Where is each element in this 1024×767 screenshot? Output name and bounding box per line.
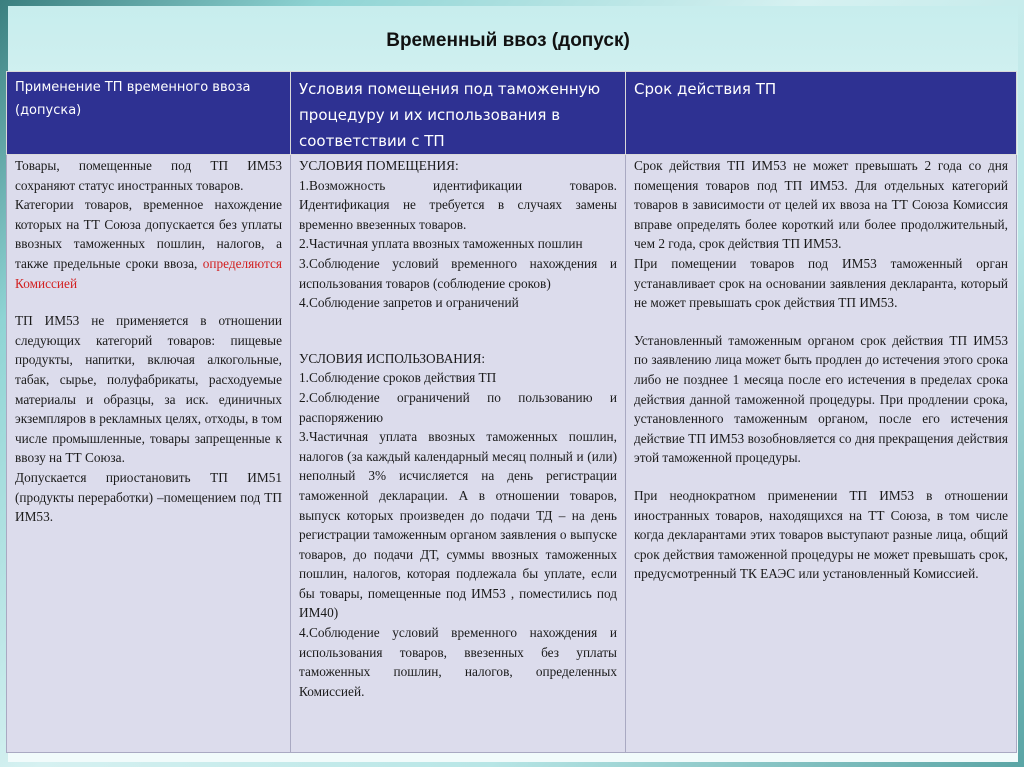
term-text: Срок действия ТП ИМ53 не может превышать 2 года со дня помещения товаров под ТП ИМ53. Для отдельных категорий товаров в зависимости от целей их ввоза на ТТ Союза Комиссия вправе определять более короткий или более продолжительный, чем 2 года, срок действия ТП ИМ53. [634,158,1008,252]
application-exclusions-text: ТП ИМ53 не применяется в отношении следующих категорий товаров: пищевые продукты, напитки, включая алкогольные, табак, сырье, полуфабрикаты, расходуемые материалы и образцы, за иск. единичных экземпляров в рекламных целях, отходы, в том числе промышленные, товары запрещенные к ввозу на ТТ Союза. [15,313,282,466]
header-conditions: Условия помещения под таможенную процедуру и их использования в соответствии с ТП [291,72,626,155]
placement-condition-item: 1.Возможность идентификации товаров. Идентификация не требуется в случаях замены временно ввезенных товаров. [299,177,617,232]
usage-condition-item: 3.Частичная уплата ввозных таможенных пошлин, налогов (за каждый календарный месяц полный и (или) неполный 3% исчисляется на день регистрации таможенной декларации. А в отношении товаров, выпуск которых произведен до подачи ТД – на день регистрации таможенным органом заявления о выпуске товаров, до подачи ДТ, суммы ввозных таможенных пошлин, налогов, которая подлежала бы уплате, если бы товары, помещенные под ИМ53 , поместились под ИМ40) [299,429,617,621]
placement-condition-item: 3.Соблюдение условий временного нахождения и использования товаров (соблюдение сроков) [299,255,617,291]
cell-conditions [291,155,626,753]
placement-condition-item: 2.Частичная уплата ввозных таможенных пошлин [299,236,583,252]
header-application: Применение ТП временного ввоза (допуска) [7,72,291,155]
cell-application [7,155,291,753]
application-categories-text: Категории товаров, временное нахождение которых на ТТ Союза допускается без уплаты ввозных таможенных пошлин, налогов, а также предельные сроки ввоза, определяются Комиссией [15,197,282,291]
table-header-row [7,72,1017,155]
table-row [7,155,1017,753]
term-extension-text: Установленный таможенным органом срок действия ТП ИМ53 по заявлению лица может быть продлен до истечения этого срока либо не позднее 1 месяца после его истечения в пределах срока действия данной таможенной процедуры. При продлении срока, установленного таможенным органом, после его истечения действие ТП ИМ53 возобновляется со дня прекращения действия этой таможенной процедуры. [634,332,1008,466]
application-suspension-text: Допускается приостановить ТП ИМ51 (продукты переработки) –помещением под ТП ИМ53. [15,469,282,525]
header-term: Срок действия ТП [626,72,1017,155]
cell-term [626,155,1017,753]
term-text: При помещении товаров под ИМ53 таможенный орган устанавливает срок на основании заявления декларанта, который не может превышать срок действия ТП ИМ53. [634,255,1008,311]
usage-conditions-heading: УСЛОВИЯ ИСПОЛЬЗОВАНИЯ: [299,350,486,366]
usage-condition-item: 4.Соблюдение условий временного нахождения и использования товаров, ввезенных без уплаты таможенных пошлин, налогов, определенных Комиссией. [299,625,617,699]
term-repeated-use-text: При неоднократном применении ТП ИМ53 в отношении иностранных товаров, находящихся на ТТ Союза, в том числе когда декларантами этих товаров выступают разные лица, общий срок действия таможенной процедуры не может превышать срок, предусмотренный ТК ЕАЭС или установленный Комиссией. [634,487,1008,582]
page-title: Временный ввоз (допуск) [386,30,630,51]
application-status-text: Товары, помещенные под ТП ИМ53 сохраняют статус иностранных товаров. [15,158,282,193]
placement-condition-item: 4.Соблюдение запретов и ограничений [299,295,519,311]
usage-condition-item: 2.Соблюдение ограничений по пользованию и распоряжению [299,389,617,425]
usage-condition-item: 1.Соблюдение сроков действия ТП [299,370,497,386]
commission-highlight: определяются Комиссией [15,255,282,291]
procedure-table [6,71,1017,753]
placement-conditions-heading: УСЛОВИЯ ПОМЕЩЕНИЯ: [299,158,459,173]
